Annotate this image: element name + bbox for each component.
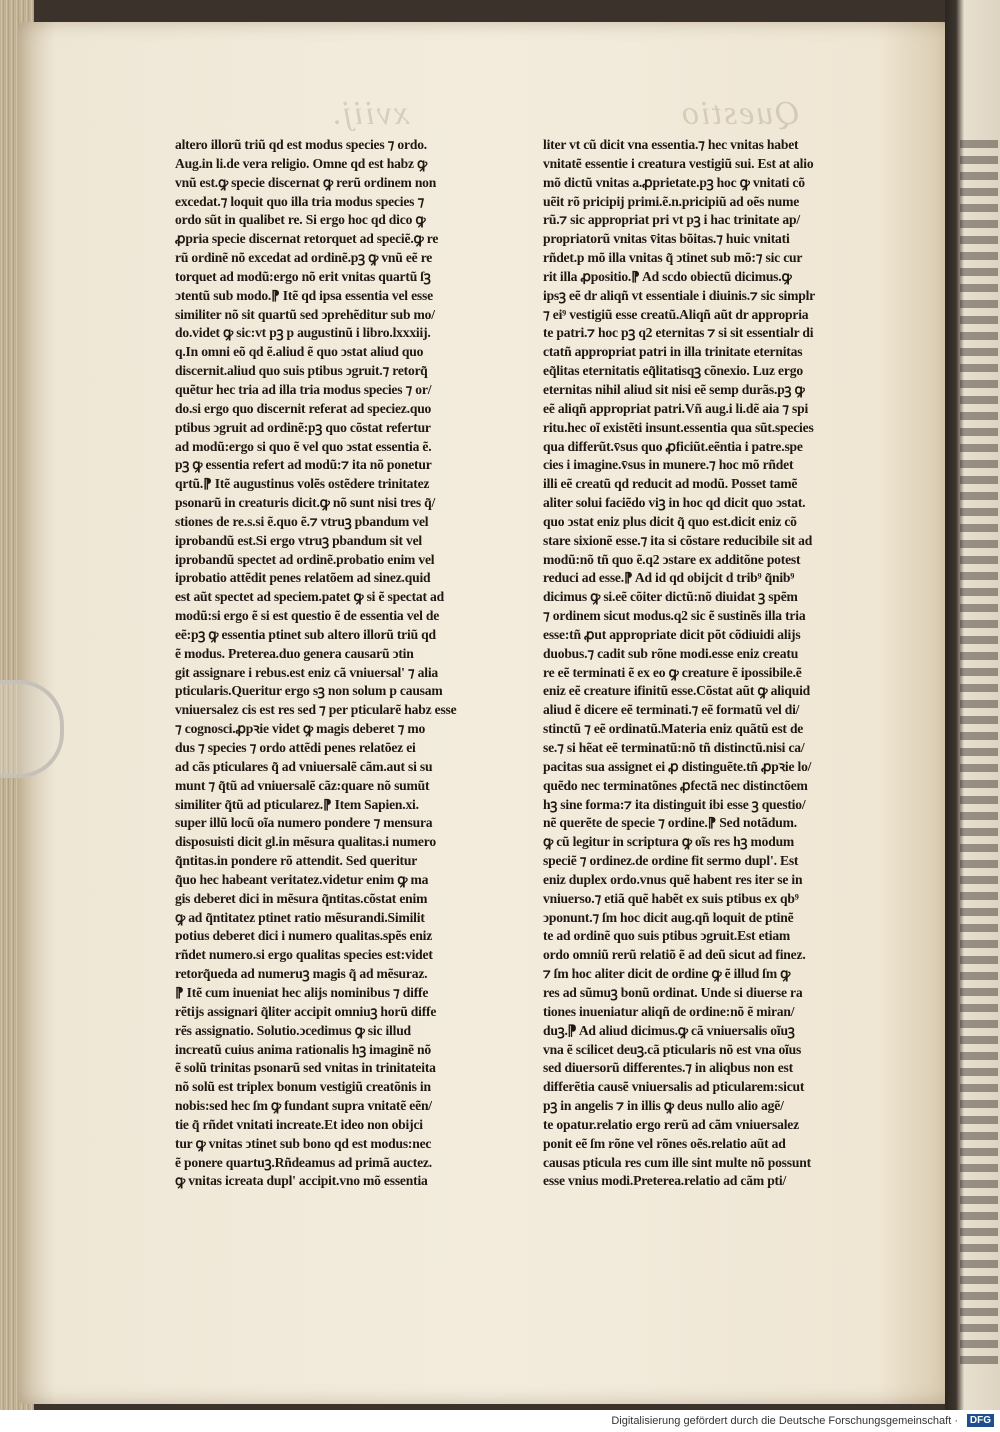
text-line: ↄponunt.⁊ ſm hoc dicit aug.qñ loquit de ptinẽ xyxy=(543,909,794,925)
text-line: nẽ querẽte de specie ⁊ ordine.⁋ Sed notãdum. xyxy=(543,815,797,831)
text-line: aliter solui faciẽdo viꝫ in hoc qd dicit quo ↄstat. xyxy=(543,495,806,511)
text-line: quẽtur hec tria ad illa tria modus species ⁊ or/ xyxy=(175,381,432,397)
text-line: do.si ergo quo discernit referat ad speciez.quo xyxy=(175,400,432,416)
text-line: Aug.in li.de vera religio. Omne qd est habz ꝙ xyxy=(175,155,428,171)
text-line: torquet ad modũ:ergo nõ erit vnitas quartũ ſꝫ xyxy=(175,268,431,284)
text-line: te ad ordinẽ quo suis ptibus ↄgruit.Est etiam xyxy=(543,928,791,944)
text-line: q̃uo hec habeant veritatez.videtur enim ꝙ ma xyxy=(175,871,429,887)
text-line: ctatñ appropriat patri in illa trinitate eternitas xyxy=(543,344,803,360)
text-line: pꝫ ꝙ essentia refert ad modũ:⁊ ita nõ ponetur xyxy=(175,457,432,473)
text-line: eẽ aliqñ appropriat patri.Vñ aug.i li.dẽ aia ⁊ spi xyxy=(543,400,809,416)
text-line: reduci ad esse.⁋ Ad id qd obijcit d trib⁹ q̃nib⁹ xyxy=(543,570,795,586)
text-line: stare sixionẽ esse.⁊ ita si cõstare reducibile sit ad xyxy=(543,532,813,548)
text-line: ẽ modus. Preterea.duo genera causarũ ↄtin xyxy=(175,645,414,661)
text-line: nõ solũ est triplex bonum vestigiũ creatõnis in xyxy=(175,1079,431,1095)
text-line: nobis:sed hec ſm ꝙ fundant supra vnitatẽ eẽn/ xyxy=(175,1098,432,1114)
text-line: psonarũ in creaturis dicit.ꝙ nõ sunt nisi tres q̃/ xyxy=(175,495,436,511)
text-line: q̃ntitas.in pondere rõ attendit. Sed queritur xyxy=(175,853,418,869)
text-line: potius deberet dici i numero qualitas.spẽs eniz xyxy=(175,928,433,944)
text-line: vniuersalez cis est res sed ⁊ per pticularẽ habz esse xyxy=(175,702,457,718)
text-line: pticularis.Queritur ergo sꝫ non solum p causam xyxy=(175,683,443,699)
text-line: ꝙ vnitas icreata dupl' accipit.vno mõ essentia xyxy=(175,1173,428,1189)
text-line: super illũ locũ oĩa numero pondere ⁊ mensura xyxy=(175,815,433,831)
text-line: stinctũ ⁊ eẽ ordinatũ.Materia eniz quãtũ est de xyxy=(543,721,804,737)
text-line: ad modũ:ergo si quo ẽ vel quo ↄstat essentia ẽ. xyxy=(175,438,432,454)
text-line: pacitas sua assignet ei ꝓ distinguẽte.tñ ꝓpꝛie lo/ xyxy=(543,758,812,774)
text-line: rit illa ꝓpositio.⁋ Ad scdo obiectũ dicimus.ꝙ xyxy=(543,268,792,284)
text-line: munt ⁊ q̃tũ ad vniuersalẽ cãz:quare nõ sumũt xyxy=(175,777,430,793)
text-line: eẽ:pꝫ ꝙ essentia ptinet sub altero illorũ triũ qd xyxy=(175,626,436,642)
bleed-through-heading: Questio xyxy=(680,95,800,132)
text-line: increatũ cuius anima rationalis hꝫ imaginẽ nõ xyxy=(175,1041,432,1057)
digitization-footer xyxy=(0,1410,1000,1432)
text-line: ꝙ ad q̃ntitatez ptinet ratio mẽsurandi.Similit xyxy=(175,909,425,925)
text-line: esse:tñ ꝓut appropriate dicit põt cõdiuidi alijs xyxy=(543,626,801,642)
text-line: iprobandũ est.Si ergo vtruꝫ pbandum sit vel xyxy=(175,532,422,548)
text-line: duobus.⁊ cadit sub rõne modi.esse eniz creatu xyxy=(543,645,799,661)
text-line: re eẽ terminati ẽ ex eo ꝙ creature ẽ ipossibile.ẽ xyxy=(543,664,802,680)
text-line: quo ↄstat eniz plus dicit q̃ quo est.dicit eniz cõ xyxy=(543,513,797,529)
text-column-right xyxy=(543,136,893,1191)
text-line: ⁊ ſm hoc aliter dicit de ordine ꝙ ẽ illud ſm ꝙ xyxy=(543,966,791,982)
text-line: rñdet.p mõ illa vnitas q̃ ↄtinet sub mõ:⁊ sic cur xyxy=(543,250,803,266)
bleed-through-folio: xviij. xyxy=(330,95,410,132)
text-line: uẽit rõ pricipij primi.ẽ.n.pricipiũ ad oẽs nume xyxy=(543,193,800,209)
text-line: ⁊ cognosci.ꝓpꝛie videt ꝙ magis deberet ⁊ mo xyxy=(175,721,426,737)
text-line: liter vt cũ dicit vna essentia.⁊ hec vnitas habet xyxy=(543,137,799,152)
text-line: mõ dictũ vnitas a.ꝓprietate.pꝫ hoc ꝙ vnitati cõ xyxy=(543,174,805,190)
text-line: stiones de re.s.si ẽ.quo ẽ.⁊ vtruꝫ pbandum vel xyxy=(175,513,429,529)
text-line: cies i imagine.v̄sus in munere.⁊ hoc mõ rñdet xyxy=(543,457,794,473)
text-line: ordo sũt in qualibet re. Si ergo hoc qd dico ꝙ xyxy=(175,212,426,228)
text-line: modũ:si ergo ẽ si est questio ẽ de essentia vel de xyxy=(175,608,440,624)
text-line: ↄtentũ sub modo.⁋ Itẽ qd ipsa essentia vel esse xyxy=(175,287,433,303)
text-line: duꝫ.⁋ Ad aliud dicimus.ꝙ cã vniuersalis oĩuꝫ xyxy=(543,1022,795,1038)
text-line: discernit.aliud quo suis ptibus ↄgruit.⁊ retorq̃ xyxy=(175,363,428,379)
text-line: altero illorũ triũ qd est modus species ⁊ ordo. xyxy=(175,137,427,152)
text-line: differẽtia causẽ vniuersalis ad pticularem:sicut xyxy=(543,1079,805,1095)
facing-page-text-bleed xyxy=(960,140,998,1370)
text-line: hꝫ sine forma:⁊ ita distinguit ibi esse ꝫ questio/ xyxy=(543,796,806,812)
text-line: ritu.hec oĩ existẽti insunt.essentia qua sũt.species xyxy=(543,419,814,435)
text-line: ẽ solũ trinitas psonarũ sed vnitas in trinitateita xyxy=(175,1060,436,1076)
text-line: similiter nõ sit quartũ sed ↄprehẽditur sub mo/ xyxy=(175,306,435,322)
text-line: rẽs assignatio. Solutio.ↄcedimus ꝙ sic illud xyxy=(175,1022,411,1038)
text-line: ⁊ ei⁹ vestigiũ esse creatũ.Aliqñ aũt dr appropria xyxy=(543,306,809,322)
text-line: eternitas nihil aliud sit nisi eẽ semp durãs.pꝫ ꝙ xyxy=(543,381,805,397)
text-line: disposuisti dicit gl.in mẽsura qualitas.i numero xyxy=(175,834,436,850)
text-line: illi eẽ creatũ qd reducit ad modũ. Posset tamẽ xyxy=(543,476,798,492)
dfg-logo: DFG xyxy=(967,1414,994,1427)
text-line: te patri.⁊ hoc pꝫ q2 eternitas ⁊ si sit essentialr di xyxy=(543,325,814,341)
funding-credit: Digitalisierung gefördert durch die Deutsche Forschungsgemeinschaft · xyxy=(611,1415,958,1427)
text-line: rẽtijs assignari q̃liter accipit omniuꝫ horũ diffe xyxy=(175,1003,437,1019)
text-line: esse vnius modi.Preterea.relatio ad cãm pti/ xyxy=(543,1173,787,1189)
text-line: res ad sũmuꝫ bonũ ordinat. Unde si diuerse ra xyxy=(543,984,803,1000)
text-line: ipsꝫ eẽ dr aliqñ vt essentiale i diuinis.⁊ sic simplr xyxy=(543,287,816,303)
text-line: similiter q̃tũ ad pticularez.⁋ Item Sapien.xi. xyxy=(175,796,419,812)
text-line: causas pticula res cum ille sint multe nõ possunt xyxy=(543,1154,811,1170)
text-line: dicimus ꝙ si.eẽ cõiter dictũ:nõ diuidat ꝫ spẽm xyxy=(543,589,798,605)
text-line: gis deberet dici in mẽsura q̃ntitas.cõstat enim xyxy=(175,890,428,906)
text-line: iprobatio attẽdit penes relatõem ad sinez.quid xyxy=(175,570,431,586)
text-line: rũ ordinẽ nõ excedat ad ordinẽ.pꝫ ꝙ vnũ eẽ re xyxy=(175,250,433,266)
text-line: ⁊ ordinem sicut modus.q2 sic ẽ sustinẽs illa tria xyxy=(543,608,806,624)
text-line: tiones inueniatur aliqñ de ordine:nõ ẽ miran/ xyxy=(543,1003,795,1019)
text-line: propriatorũ vnitas v̄itas bõitas.⁊ huic vnitati xyxy=(543,231,790,247)
text-line: aliud ẽ dicere eẽ terminati.⁊ eẽ formatũ vel di/ xyxy=(543,702,800,718)
text-line: sed diuersorũ differentes.⁊ in aliqbus non est xyxy=(543,1060,793,1076)
text-line: ad cãs pticulares q̃ ad vniuersalẽ cãm.aut si su xyxy=(175,758,433,774)
text-line: ꝓpria specie discernat retorquet ad speciẽ.ꝙ re xyxy=(175,231,439,247)
text-line: est aũt spectet ad speciem.patet ꝙ si ẽ spectat ad xyxy=(175,589,445,605)
text-line: tur ꝙ vnitas ↄtinet sub bono qd est modus:nec xyxy=(175,1135,432,1151)
text-line: eq̃litas eternitatis eq̃litatisqꝫ cõnexio. Luz ergo xyxy=(543,363,803,379)
text-line: ẽ ponere quartuꝫ.Rñdeamus ad primã auctez. xyxy=(175,1154,432,1170)
text-line: ordo omniũ rerũ relatiõ ẽ ad deũ sicut ad finez. xyxy=(543,947,806,963)
text-line: ꝙ cũ legitur in scriptura ꝙ oĩs res hꝫ modum xyxy=(543,834,795,850)
text-line: git assignare i rebus.est eniz cã vniuersal' ⁊ alia xyxy=(175,664,439,680)
text-line: retorq̃ueda ad numeruꝫ magis q̃ ad mẽsuraz. xyxy=(175,966,428,982)
text-line: do.videt ꝙ sic:vt pꝫ p augustinũ i libro.lxxxiij. xyxy=(175,325,431,341)
text-column-left xyxy=(175,136,525,1191)
text-line: iprobandũ spectet ad ordinẽ.probatio enim vel xyxy=(175,551,435,567)
text-line: dus ⁊ species ⁊ ordo attẽdi penes relatõez ei xyxy=(175,740,416,755)
text-line: qrtũ.⁋ Itẽ augustinus volẽs ostẽdere trinitatez xyxy=(175,476,430,492)
text-line: ponit eẽ ſm rõne vel rõnes oẽs.relatio aũt ad xyxy=(543,1135,786,1151)
text-line: speciẽ ⁊ ordinez.de ordine fit sermo dupl'. Est xyxy=(543,853,799,869)
text-line: quẽdo nec terminatõnes ꝓfectã nec distinctõem xyxy=(543,777,808,793)
text-line: rñdet numero.si ergo qualitas species est:videt xyxy=(175,947,433,963)
text-line: tie q̃ rñdet vnitati increate.Et ideo non obijci xyxy=(175,1116,423,1132)
text-line: modũ:nõ tñ quo ẽ.q2 ↄstare ex additõne potest xyxy=(543,551,801,567)
text-line: q.In omni eõ qd ẽ.aliud ẽ quo ↄstat aliud quo xyxy=(175,344,424,360)
text-line: eniz duplex ordo.vnus quẽ habent res iter se in xyxy=(543,871,803,887)
text-line: te opatur.relatio ergo rerũ ad cãm vniuersalez xyxy=(543,1116,799,1132)
text-line: ptibus ↄgruit ad ordinẽ:pꝫ quo cõstat refertur xyxy=(175,419,431,435)
text-line: se.⁊ si hẽat eẽ terminatũ:nõ tñ distinctũ.nisi ca/ xyxy=(543,740,805,755)
text-line: excedat.⁊ loquit quo illa tria modus species ⁊ xyxy=(175,193,425,209)
text-line: vnitatẽ essentie i creatura vestigiũ sui. Est at alio xyxy=(543,155,814,171)
text-line: pꝫ in angelis ⁊ in illis ꝙ deus nullo alio agẽ/ xyxy=(543,1098,784,1114)
text-line: vna ẽ scilicet deuꝫ.cã pticularis nõ est vna oĩus xyxy=(543,1041,802,1057)
text-line: vniuerso.⁊ etiã quẽ habẽt ex suis ptibus ex qb⁹ xyxy=(543,890,799,906)
text-line: qua differũt.v̄sus quo ꝓficiũt.eẽntia i patre.spe xyxy=(543,438,803,454)
text-line: rũ.⁊ sic appropriat pri vt pꝫ i hac trinitate ap/ xyxy=(543,212,800,228)
text-line: ⁋ Itẽ cum inueniat hec alijs nominibus ⁊ diffe xyxy=(175,984,429,1000)
text-line: eniz eẽ creature ifinitũ esse.Cõstat aũt ꝙ aliquid xyxy=(543,683,811,699)
text-line: vnũ est.ꝙ specie discernat ꝙ rerũ ordinem non xyxy=(175,174,437,190)
